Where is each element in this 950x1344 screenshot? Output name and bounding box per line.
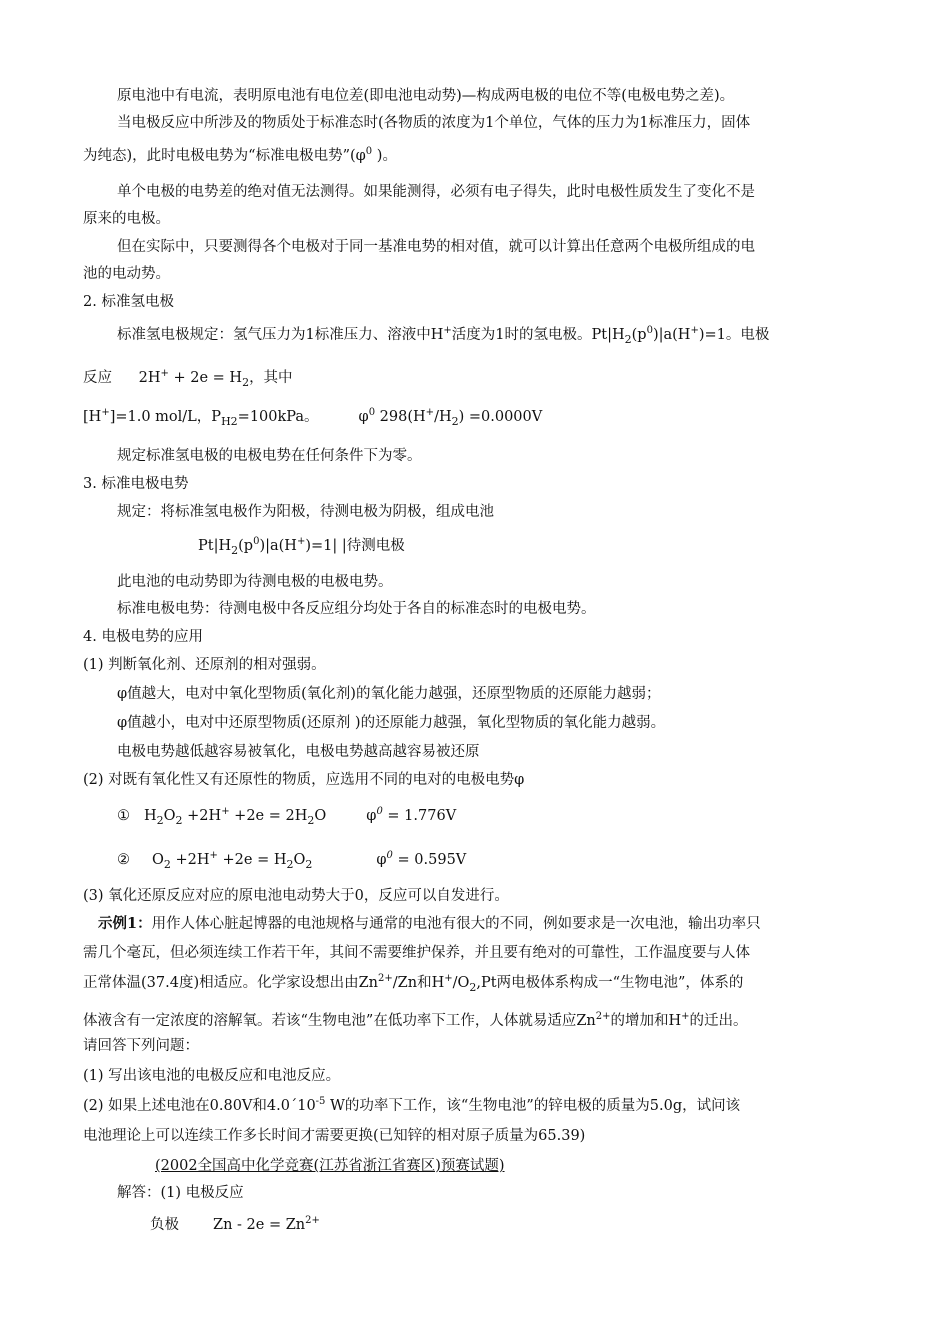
she-reaction: 反应 $2H^+ + 2e = H_2$，其中 [83, 368, 293, 389]
source-citation: (2002全国高中化学竞赛(江苏省浙江省赛区)预赛试题) [155, 1158, 505, 1174]
rule-line: 规定：将标准氢电极作为阳极，待测电极为阴极，组成电池 [117, 504, 494, 520]
question-2-line-2: 电池理论上可以连续工作多长时间才需要更换(已知锌的相对原子质量为65.39) [83, 1128, 586, 1144]
application-2: (2) 对既有氧化性又有还原性的物质，应选用不同的电对的电极电势φ [83, 772, 525, 788]
application-1: (1) 判断氧化剂、还原剂的相对强弱。 [83, 657, 326, 673]
paragraph-standard-state-line2: 为纯态)，此时电极电势为“标准电极电势$”(\varphi^0$ )。 [83, 146, 397, 164]
negative-electrode-reaction: 负极 $Zn - 2e = Zn^{2+}$ [150, 1215, 320, 1233]
example-line-5: 请回答下列问题： [83, 1038, 199, 1054]
example-line-1: 示例1：用作人体心脏起博器的电池规格与通常的电池有很大的不同，例如要求是一次电池，输出功率只 [98, 915, 761, 932]
example-line-2: 需几个毫瓦，但必须连续工作若干年，其间不需要维护保养，并且要有绝对的可靠性，工作温度要与人体 [83, 945, 750, 961]
example-line-3: 正常体温(37.4度)相适应。化学家设想出由$Zn^{2+}/Zn$和$H^+/O_2,Pt$两电极体系构成一“生物电池”，体系的 [83, 973, 744, 994]
paragraph-relative-value-line2: 池的电动势。 [83, 266, 170, 282]
section-heading-standard-potential: 3. 标准电极电势 [83, 476, 189, 492]
equation-2: ② $O_2 +2H^+ +2e = H_2O_2$ $\varphi^0 = 0.595V$ [117, 850, 467, 871]
application-3: (3) 氧化还原反应对应的原电池电动势大于0，反应可以自发进行。 [83, 888, 509, 904]
paragraph-relative-value-line1: 但在实际中，只要测得各个电极对于同一基准电势的相对值，就可以计算出任意两个电极所组成的电 [117, 239, 755, 255]
section-heading-hydrogen-electrode: 2. 标准氢电极 [83, 294, 174, 310]
paragraph-single-electrode-line1: 单个电极的电势差的绝对值无法测得。如果能测得，必须有电子得失，此时电极性质发生了变化不是 [117, 184, 755, 200]
section-heading-applications: 4. 电极电势的应用 [83, 629, 203, 645]
application-1-point-1: φ值越大，电对中氧化型物质(氧化剂)的氧化能力越强，还原型物质的还原能力越弱； [117, 686, 661, 702]
paragraph-single-electrode-line2: 原来的电极。 [83, 211, 170, 227]
application-1-point-2: φ值越小，电对中还原型物质(还原剂 )的还原能力越强，氧化型物质的氧化能力越弱。 [117, 715, 666, 731]
standard-potential-definition: 标准电极电势：待测电极中各反应组分均处于各自的标准态时的电极电势。 [117, 601, 596, 617]
answer-heading: 解答：(1) 电极反应 [117, 1185, 244, 1201]
paragraph-standard-state-line1: 当电极反应中所涉及的物质处于标准态时(各物质的浓度为1个单位，气体的压力为1标准压力，固体 [117, 115, 751, 131]
example-line-4: 体液含有一定浓度的溶解氧。若该“生物电池”在低功率下工作，人体就易适应$Zn^{2+}$的增加和H+的迁出。 [83, 1011, 748, 1029]
question-2-line-1: (2) 如果上述电池在0.80V和$4.0´10^{-5}$ W的功率下工作，该“生物电池”的锌电极的质量为5.0g，试问该 [83, 1096, 741, 1114]
she-definition: 标准氢电极规定：氢气压力为1标准压力、溶液中H+活度为1时的氢电极。$Pt|H_2(p^0)|a(H^+)=1$。电极 [117, 325, 770, 346]
equation-1: ① $H_2O_2 +2H^+ +2e = 2H_2O$ $\varphi^0 = 1.776V$ [117, 806, 457, 827]
she-zero-rule: 规定标准氢电极的电极电势在任何条件下为零。 [117, 448, 422, 464]
question-1: (1) 写出该电池的电极反应和电池反应。 [83, 1068, 341, 1084]
paragraph-cell-emf: 原电池中有电流，表明原电池有电位差(即电池电动势)—构成两电极的电位不等(电极电势之差)。 [117, 88, 735, 104]
application-1-point-3: 电极电势越低越容易被氧化，电极电势越高越容易被还原 [117, 744, 480, 760]
she-conditions: [H+]=1.0 mol/L，$P_{H2}=100kPa$。 $\varphi^0$ $298(H^+/H_2) =0.0000V$ [83, 407, 543, 428]
cell-notation: $Pt|H_2(p^0)|a(H^+)=1|$ |待测电极 [198, 536, 405, 557]
emf-statement: 此电池的电动势即为待测电极的电极电势。 [117, 574, 393, 590]
example-label: 示例1： [98, 915, 152, 932]
